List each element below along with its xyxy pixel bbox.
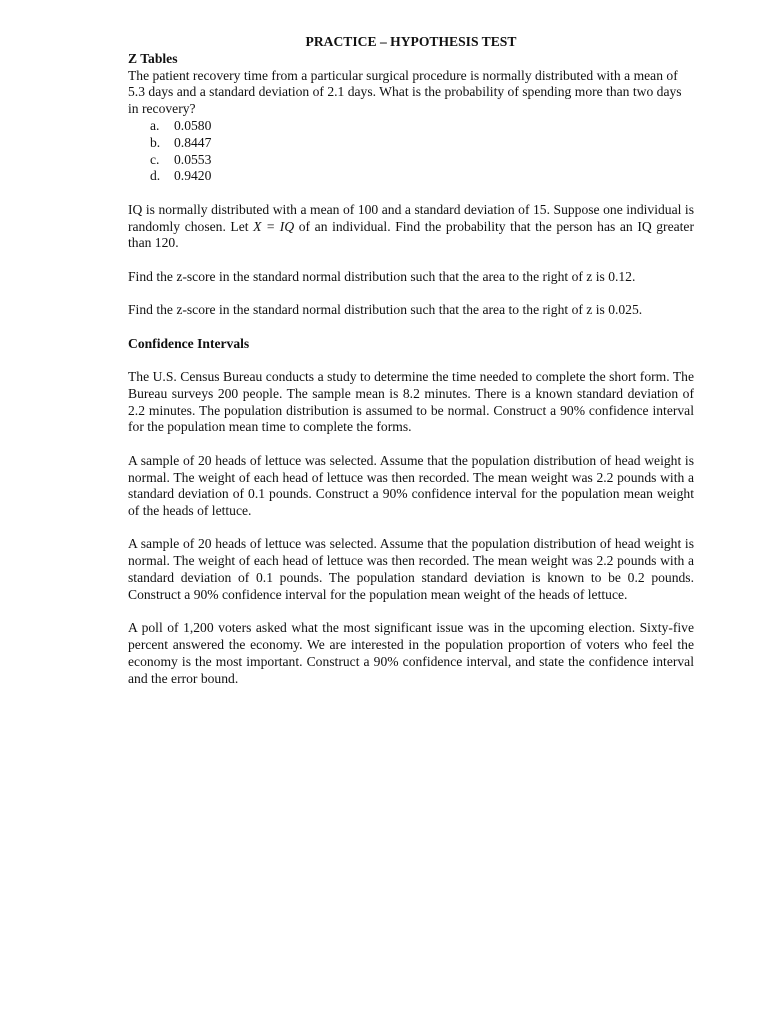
question-lettuce-sample-t: A sample of 20 heads of lettuce was selected. Assume that the population distribution of head weight is normal. The weight of each head of lettuce was then recorded. The mean weight was 2.2 pounds with a standard deviation of 0.1 pounds. Construct a 90% confidence interval for the population mean weight of the heads of lettuce. [128,452,694,519]
page-title: PRACTICE – HYPOTHESIS TEST [305,34,517,49]
choice-b [150,135,694,152]
answer-choices [128,118,694,185]
question-voter-poll: A poll of 1,200 voters asked what the most significant issue was in the upcoming election. Sixty-five percent answered the economy. We are interested in the population proportion of voters who feel the economy is the most important. Construct a 90% confidence interval, and state the confidence interval and the error bound. [128,620,694,686]
choice-letter: c. [150,151,160,167]
choice-value: 0.8447 [174,134,212,150]
question-iq-text-after: of an individual. Find the probability that the person has an IQ greater than 120. [128,218,694,251]
section-heading-confidence-intervals: Confidence Intervals [128,335,250,351]
question-z-score-0025: Find the z-score in the standard normal distribution such that the area to the right of z is 0.025. [128,302,643,318]
choice-value: 0.0580 [174,117,212,133]
question-iq-text-before: IQ is normally distributed with a mean of 100 and a standard deviation of 15. Suppose one individual is randomly chosen. Let [128,201,694,234]
choice-value: 0.0553 [174,151,212,167]
choice-a [150,118,694,135]
choice-letter: d. [150,168,161,184]
question-census-bureau: The U.S. Census Bureau conducts a study to determine the time needed to complete the short form. The Bureau surveys 200 people. The sample mean is 8.2 minutes. There is a known standard deviation of 2.2 minutes. The population distribution is assumed to be normal. Construct a 90% confidence interval for the population mean time to complete the forms. [128,368,694,435]
question-iq [128,202,694,252]
choice-value: 0.9420 [174,168,212,184]
question-recovery-time: The patient recovery time from a particular surgical procedure is normally distributed with a mean of 5.3 days and a standard deviation of 2.1 days. What is the probability of spending more than two days in recovery? [128,67,682,117]
choice-letter: b. [150,134,161,150]
question-lettuce-sample-z: A sample of 20 heads of lettuce was selected. Assume that the population distribution of head weight is normal. The weight of each head of lettuce was then recorded. The mean weight was 2.2 pounds with a standard deviation of 0.1 pounds. The population standard deviation is known to be 0.2 pounds. Construct a 90% confidence interval for the population mean weight of the heads of lettuce. [128,536,694,602]
document-page [128,34,694,687]
math-expression: X = IQ [253,218,295,234]
choice-letter: a. [150,117,160,133]
question-z-score-012: Find the z-score in the standard normal distribution such that the area to the right of z is 0.12. [128,268,636,284]
choice-c [150,152,694,169]
choice-d [150,168,694,185]
section-heading-z-tables: Z Tables [128,50,178,66]
